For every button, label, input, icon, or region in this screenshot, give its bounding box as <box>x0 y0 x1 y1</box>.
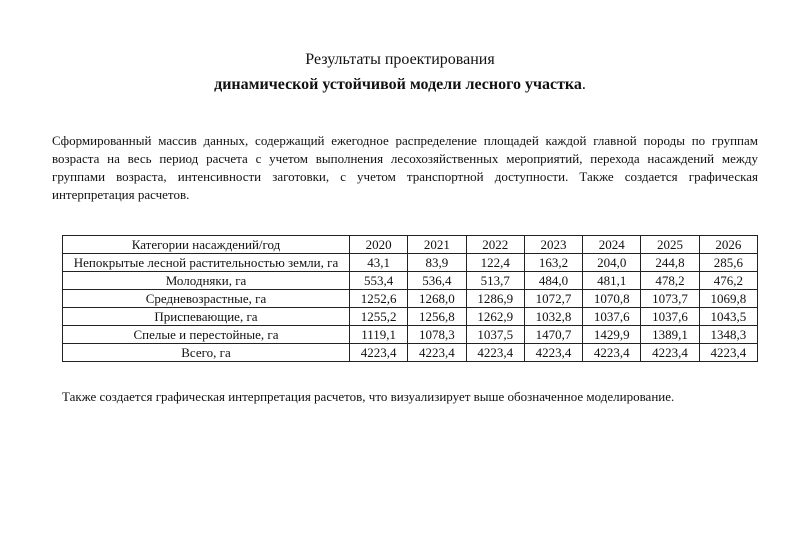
table-cell: 4223,4 <box>408 344 466 362</box>
table-row <box>63 272 758 290</box>
table-cell: 1119,1 <box>350 326 408 344</box>
table-cell: 1037,5 <box>466 326 524 344</box>
title-line-2 <box>0 76 800 94</box>
table-cell: 4223,4 <box>466 344 524 362</box>
table-cell: 285,6 <box>699 254 757 272</box>
table-row <box>63 254 758 272</box>
table-cell: 1389,1 <box>641 326 699 344</box>
table-cell: 536,4 <box>408 272 466 290</box>
column-header: 2026 <box>699 236 757 254</box>
row-label: Молодняки, га <box>63 272 350 290</box>
table-cell: 1256,8 <box>408 308 466 326</box>
intro-paragraph: Сформированный массив данных, содержащий ежегодное распределение площадей каждой главной породы по группам возраста на весь период расчета с учетом выполнения лесохозяйственных мероприятий, перехода насаждений между группами возраста, интенсивности заготовки, с учетом транспортной доступности. Также создается графическая интерпретация расчетов. <box>52 133 758 202</box>
table-cell: 513,7 <box>466 272 524 290</box>
table-cell: 1037,6 <box>583 308 641 326</box>
table-cell: 244,8 <box>641 254 699 272</box>
table-cell: 1348,3 <box>699 326 757 344</box>
table-cell: 484,0 <box>524 272 582 290</box>
table-row <box>63 290 758 308</box>
row-label: Приспевающие, га <box>63 308 350 326</box>
column-header: 2023 <box>524 236 582 254</box>
table-cell: 1470,7 <box>524 326 582 344</box>
column-header: 2024 <box>583 236 641 254</box>
table-cell: 1043,5 <box>699 308 757 326</box>
table-cell: 4223,4 <box>350 344 408 362</box>
table-cell: 1073,7 <box>641 290 699 308</box>
table-cell: 1286,9 <box>466 290 524 308</box>
table-cell: 1255,2 <box>350 308 408 326</box>
table-cell: 4223,4 <box>524 344 582 362</box>
table-cell: 1032,8 <box>524 308 582 326</box>
table-cell: 476,2 <box>699 272 757 290</box>
table-cell: 1252,6 <box>350 290 408 308</box>
column-header: 2020 <box>350 236 408 254</box>
table-cell: 4223,4 <box>641 344 699 362</box>
table-header-row <box>63 236 758 254</box>
table-row <box>63 308 758 326</box>
table-cell: 122,4 <box>466 254 524 272</box>
column-header: Категории насаждений/год <box>63 236 350 254</box>
table-cell: 4223,4 <box>699 344 757 362</box>
row-label: Средневозрастные, га <box>63 290 350 308</box>
table-cell: 1262,9 <box>466 308 524 326</box>
table-cell: 1072,7 <box>524 290 582 308</box>
table-cell: 553,4 <box>350 272 408 290</box>
table-cell: 83,9 <box>408 254 466 272</box>
table-cell: 1429,9 <box>583 326 641 344</box>
table-cell: 1268,0 <box>408 290 466 308</box>
table-cell: 204,0 <box>583 254 641 272</box>
column-header: 2021 <box>408 236 466 254</box>
title-period: . <box>581 76 586 93</box>
title-bold: динамической устойчивой модели лесного участка <box>214 76 582 93</box>
table-cell: 163,2 <box>524 254 582 272</box>
table-cell: 478,2 <box>641 272 699 290</box>
table-row <box>63 326 758 344</box>
results-table <box>62 235 758 362</box>
row-label: Непокрытые лесной растительностью земли, га <box>63 254 350 272</box>
outro-paragraph: Также создается графическая интерпретация расчетов, что визуализирует выше обозначенное моделирование. <box>62 389 675 404</box>
title-line-1: Результаты проектирования <box>305 51 495 68</box>
table-cell: 1070,8 <box>583 290 641 308</box>
row-label: Спелые и перестойные, га <box>63 326 350 344</box>
table-cell: 481,1 <box>583 272 641 290</box>
table-cell: 43,1 <box>350 254 408 272</box>
row-label: Всего, га <box>63 344 350 362</box>
table-cell: 4223,4 <box>583 344 641 362</box>
table-cell: 1037,6 <box>641 308 699 326</box>
column-header: 2022 <box>466 236 524 254</box>
table-cell: 1069,8 <box>699 290 757 308</box>
column-header: 2025 <box>641 236 699 254</box>
table-row <box>63 344 758 362</box>
table-cell: 1078,3 <box>408 326 466 344</box>
